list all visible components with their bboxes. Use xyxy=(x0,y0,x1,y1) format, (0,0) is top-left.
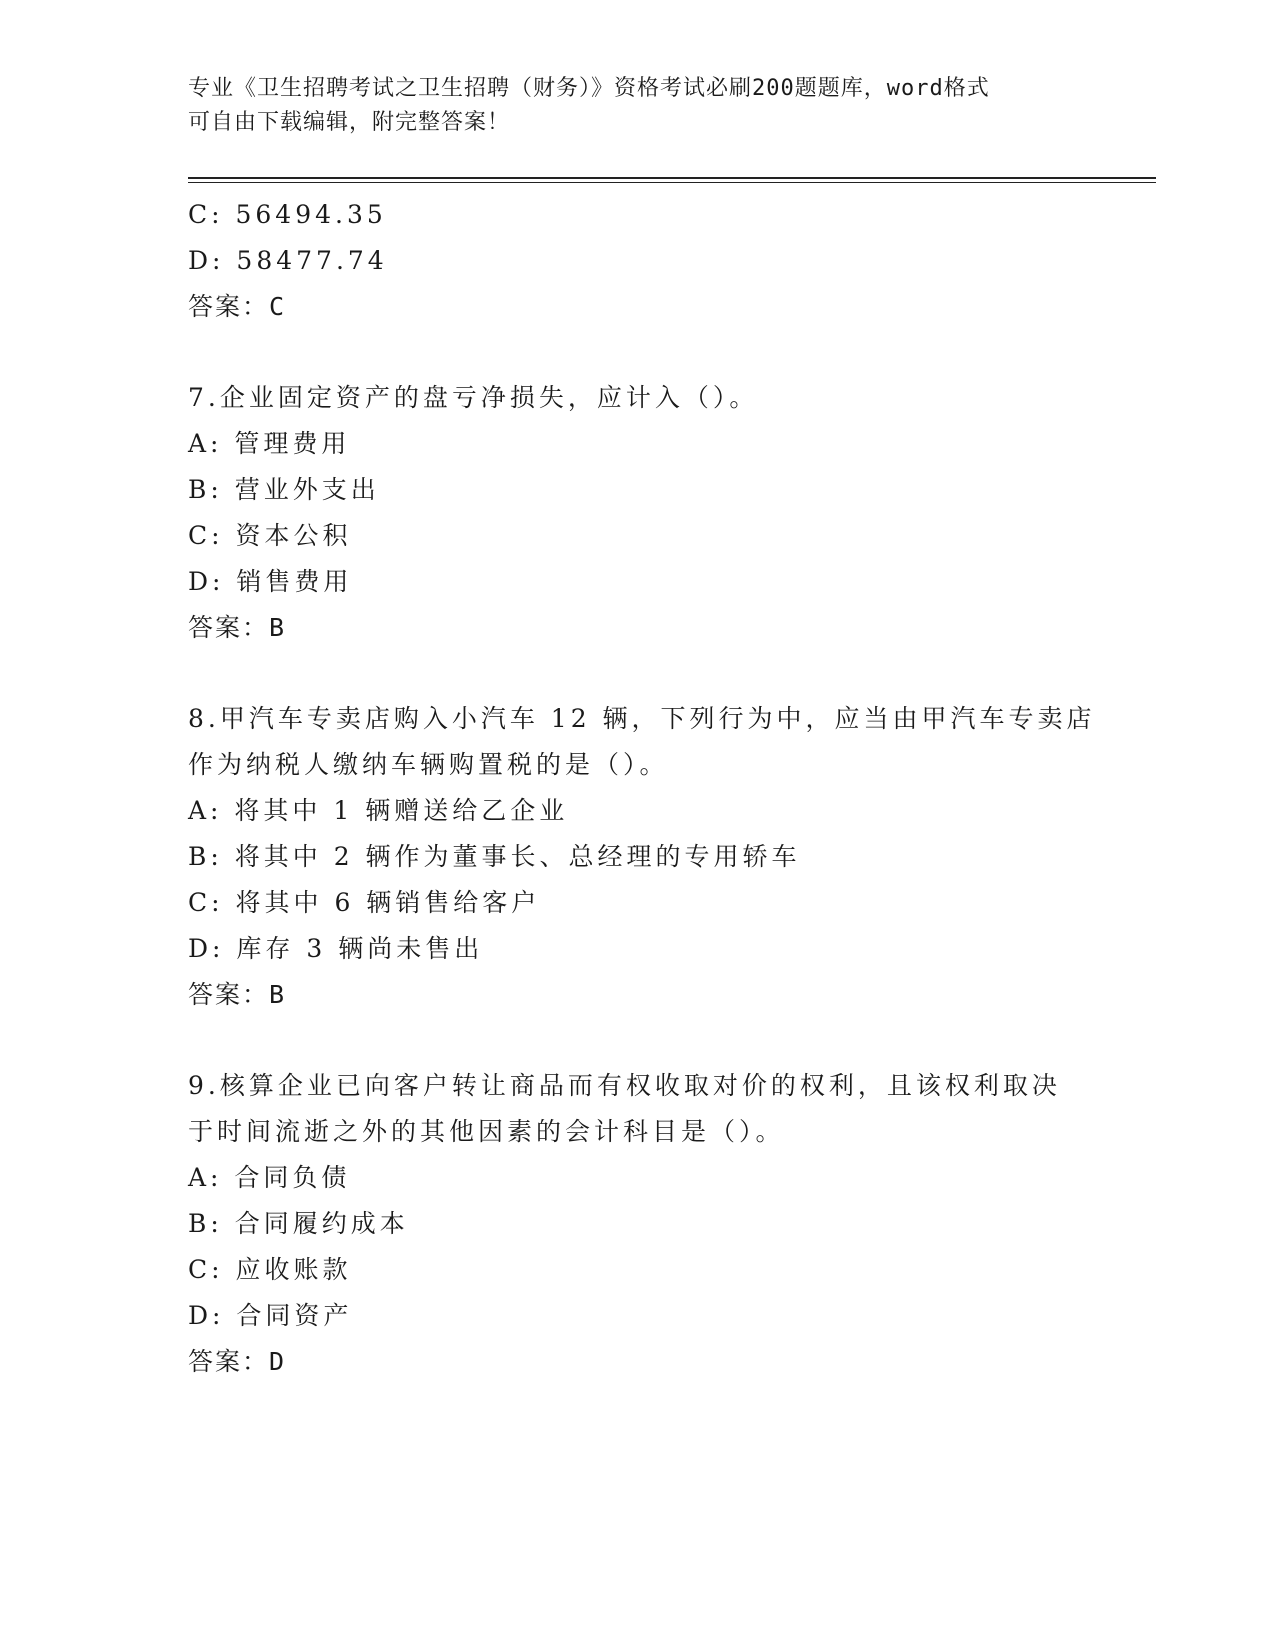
answer-label: 答案： xyxy=(188,980,270,1009)
header-divider-thin xyxy=(188,182,1156,183)
block-spacer xyxy=(188,1018,1088,1063)
answer-line xyxy=(188,605,1088,651)
option-c: C: 将其中 6 辆销售给客户 xyxy=(188,888,541,917)
answer-value: C xyxy=(269,292,285,321)
header-title-line-1: 专业《卫生招聘考试之卫生招聘（财务）》资格考试必刷200题题库，word格式 xyxy=(188,76,990,101)
document-header xyxy=(188,72,1068,140)
answer-line xyxy=(188,1339,1088,1385)
option-d: D: 库存 3 辆尚未售出 xyxy=(188,934,484,963)
question-list xyxy=(188,192,1096,1385)
answer-label: 答案： xyxy=(188,613,270,642)
question-text-line-2: 作为纳税人缴纳车辆购置税的是（）。 xyxy=(188,750,669,779)
question-text-line-1: 8.甲汽车专卖店购入小汽车 12 辆，下列行为中，应当由甲汽车专卖店 xyxy=(188,704,1096,733)
question-block-8 xyxy=(188,696,1096,1018)
answer-label: 答案： xyxy=(188,292,270,321)
option-c: C: 56494.35 xyxy=(188,200,387,229)
question-block-6-continued xyxy=(188,192,1088,330)
answer-value: B xyxy=(269,613,285,642)
option-a: A: 合同负债 xyxy=(188,1163,351,1192)
option-b: B: 营业外支出 xyxy=(188,475,380,504)
block-spacer xyxy=(188,330,1088,375)
question-text-line-2: 于时间流逝之外的其他因素的会计科目是（）。 xyxy=(188,1117,785,1146)
option-a: A: 管理费用 xyxy=(188,429,351,458)
answer-line xyxy=(188,972,1088,1018)
option-c: C: 应收账款 xyxy=(188,1255,352,1284)
option-a: A: 将其中 1 辆赠送给乙企业 xyxy=(188,796,569,825)
option-d: D: 销售费用 xyxy=(188,567,353,596)
question-block-7 xyxy=(188,375,1088,651)
answer-value: D xyxy=(269,1347,285,1376)
header-divider-thick xyxy=(188,177,1156,179)
answer-label: 答案： xyxy=(188,1347,270,1376)
option-c: C: 资本公积 xyxy=(188,521,352,550)
option-b: B: 将其中 2 辆作为董事长、总经理的专用轿车 xyxy=(188,842,801,871)
option-b: B: 合同履约成本 xyxy=(188,1209,409,1238)
header-title-line-2: 可自由下载编辑，附完整答案！ xyxy=(188,110,511,135)
answer-line xyxy=(188,284,1088,330)
question-block-9 xyxy=(188,1063,1088,1385)
question-text: 7.企业固定资产的盘亏净损失，应计入（）。 xyxy=(188,383,759,412)
answer-value: B xyxy=(269,980,285,1009)
question-text-line-1: 9.核算企业已向客户转让商品而有权收取对价的权利，且该权利取决 xyxy=(188,1071,1061,1100)
option-d: D: 合同资产 xyxy=(188,1301,353,1330)
block-spacer xyxy=(188,651,1088,696)
option-d: D: 58477.74 xyxy=(188,246,388,275)
